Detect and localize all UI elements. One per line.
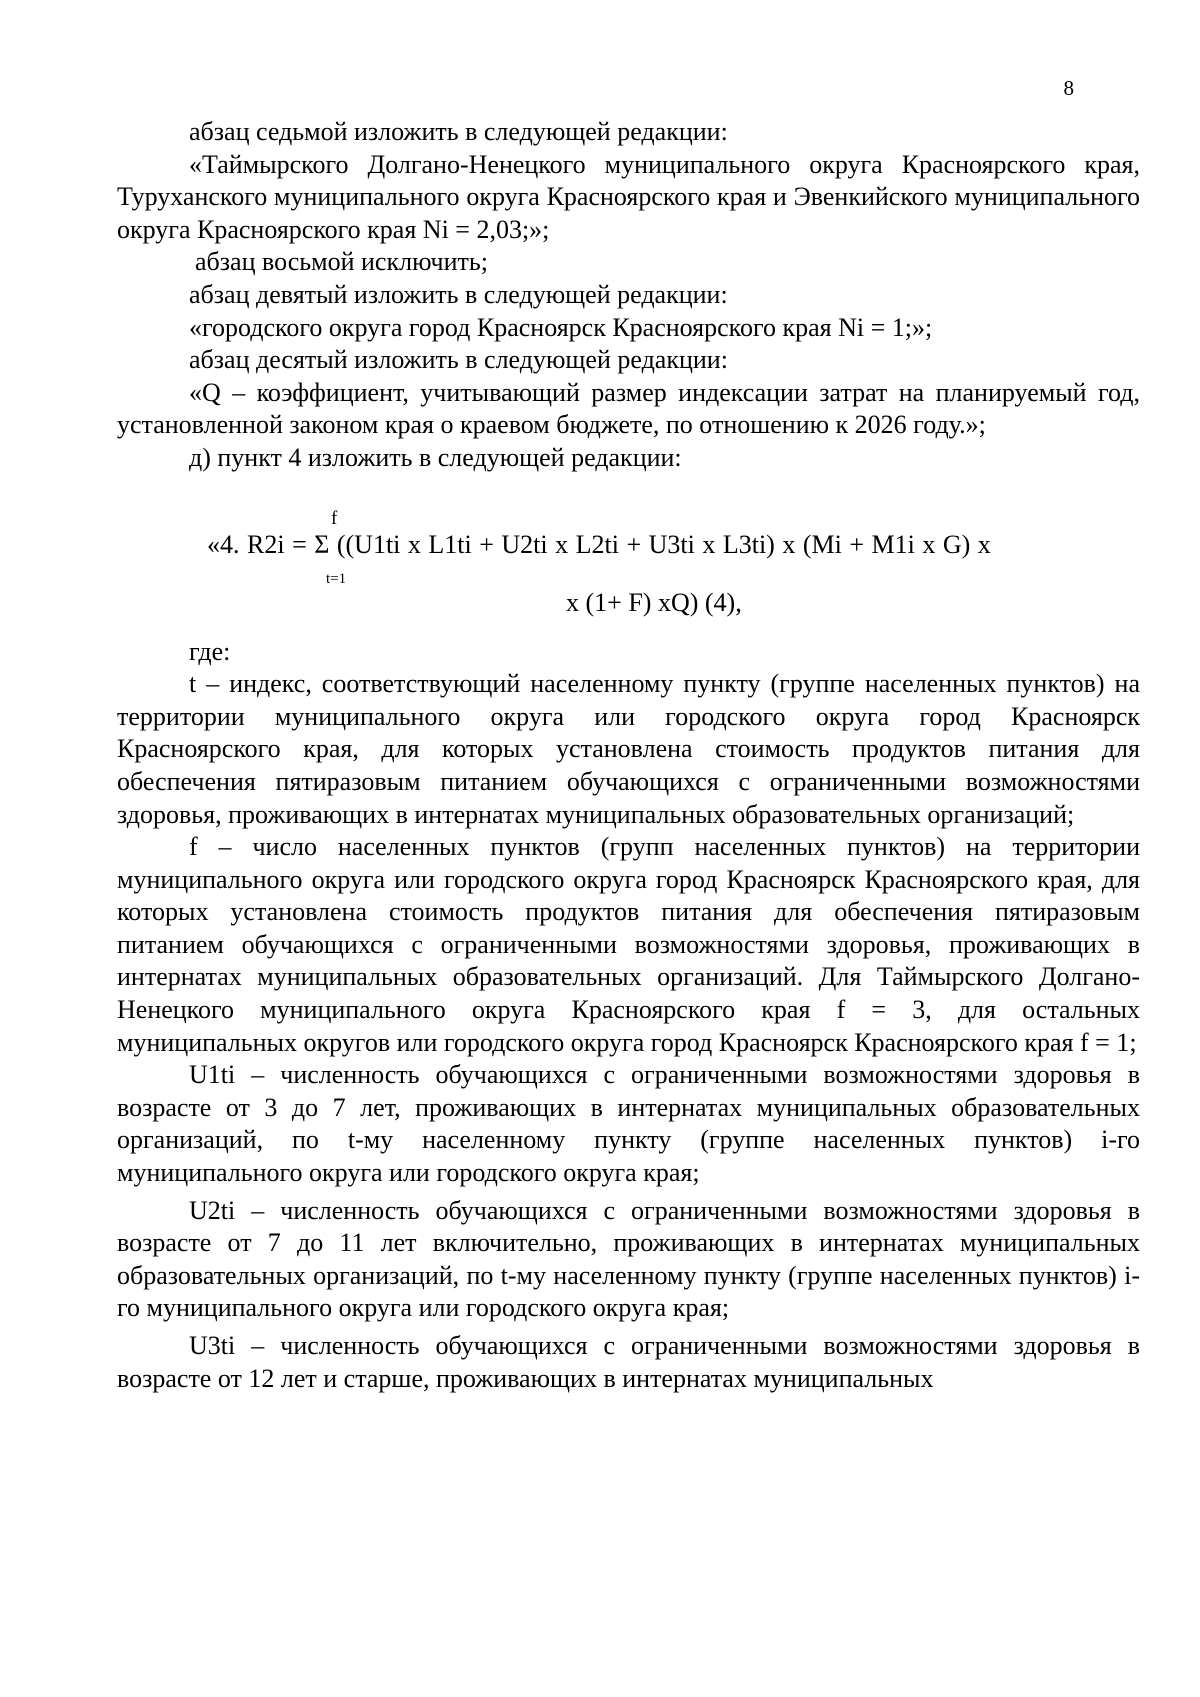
sum-upper-limit: f bbox=[331, 507, 338, 529]
document-body bbox=[117, 116, 1140, 1395]
definition-u2ti: U2ti – численность обучающихся с ограниченными возможностями здоровья в возрасте от 7 до 11 лет включительно, проживающих в интернатах муниципальных образовательных организаций, по t-му населенному пункту (группе населенных пунктов) i-го муниципального округа или городского округа края; bbox=[117, 1195, 1140, 1323]
definition-f: f – число населенных пунктов (групп населенных пунктов) на территории муниципального округа или городского округа город Красноярск Красноярского края, для которых установлена стоимость продуктов питания для обеспечения пятиразовым питанием обучающихся с ограниченными возможностями здоровья, проживающих в интернатах муниципальных образовательных организаций. Для Таймырского Долгано-Ненецкого муниципального округа Красноярского края f = 3, для остальных муниципальных округов или городского округа город Красноярск Красноярского края f = 1; bbox=[117, 832, 1140, 1057]
paragraph-2: «Таймырского Долгано-Ненецкого муниципального округа Красноярского края, Туруханского муниципального округа Красноярского края и Эвенкийского муниципального округа Красноярского края Ni = 2,03;»; bbox=[117, 149, 1140, 244]
sum-lower-limit: t=1 bbox=[326, 570, 347, 587]
definition-u1ti: U1ti – численность обучающихся с ограниченными возможностями здоровья в возрасте от 3 до 7 лет, проживающих в интернатах муниципальных образовательных организаций, по t-му населенному пункту (группе населенных пунктов) i-го муниципального округа или городского округа края; bbox=[117, 1060, 1140, 1188]
paragraph-6: абзац десятый изложить в следующей редакции: bbox=[189, 345, 728, 375]
definition-u3ti: U3ti – численность обучающихся с ограниченными возможностями здоровья в возрасте от 12 лет и старше, проживающих в интернатах муниципальных bbox=[117, 1331, 1140, 1393]
formula-4 bbox=[117, 481, 1140, 626]
paragraph-8: д) пункт 4 изложить в следующей редакции: bbox=[189, 442, 682, 472]
formula-line-1: «4. R2i = Σ ((U1ti x L1ti + U2ti x L2ti + U3ti x L3ti) x (Mi + M1i x G) x bbox=[207, 529, 991, 559]
paragraph-1: абзац седьмой изложить в следующей редакции: bbox=[189, 117, 728, 146]
paragraph-4: абзац девятый изложить в следующей редакции: bbox=[189, 279, 728, 309]
formula-line-2: x (1+ F) xQ) (4), bbox=[566, 587, 742, 617]
paragraph-3: абзац восьмой исключить; bbox=[195, 247, 488, 277]
where-label: где: bbox=[189, 636, 231, 666]
page-number: 8 bbox=[1063, 76, 1074, 100]
definition-t: t – индекс, соответствующий населенному пункту (группе населенных пунктов) на территории муниципального округа или городского округа город Красноярск Красноярского края, для которых установлена стоимость продуктов питания для обеспечения пятиразовым питанием обучающихся с ограниченными возможностями здоровья, проживающих в интернатах муниципальных образовательных организаций; bbox=[117, 669, 1140, 829]
paragraph-7: «Q – коэффициент, учитывающий размер индексации затрат на планируемый год, установленной законом края о краевом бюджете, по отношению к 2026 году.»; bbox=[117, 377, 1140, 440]
paragraph-5: «городского округа город Красноярск Красноярского края Ni = 1;»; bbox=[189, 312, 933, 342]
